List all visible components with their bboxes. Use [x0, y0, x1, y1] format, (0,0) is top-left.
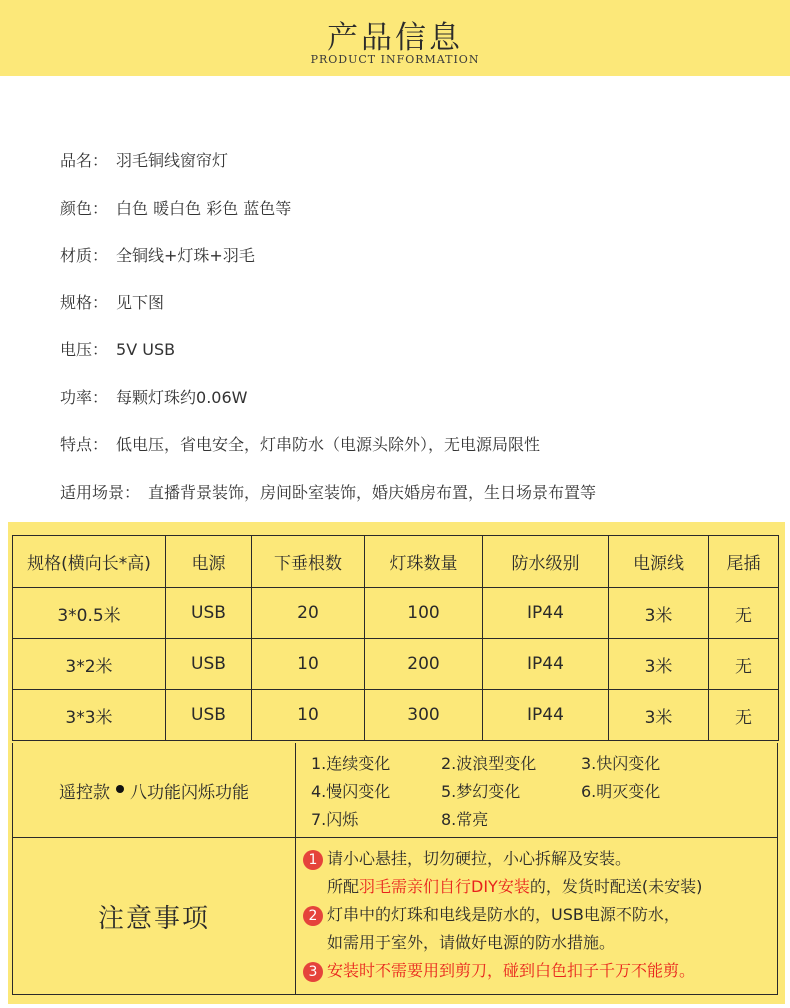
- table-cell: 3*2米: [13, 639, 166, 690]
- table-cell: USB: [166, 588, 252, 639]
- table-header-cell: 电源线: [609, 536, 709, 588]
- notes-list: [297, 838, 777, 994]
- notes-title-cell: [13, 838, 296, 994]
- remote-functions-list: [297, 743, 777, 837]
- spec-label: 规格：: [60, 293, 109, 312]
- table-cell: IP44: [483, 588, 609, 639]
- spec-row-material: [60, 243, 255, 266]
- table-header-cell: 防水级别: [483, 536, 609, 588]
- note-highlight: 羽毛需亲们自行DIY安装: [359, 877, 530, 896]
- spec-table: [12, 535, 779, 741]
- function-item: 1.连续变化: [311, 754, 391, 773]
- note-1: [303, 846, 631, 870]
- spec-value: 每颗灯珠约0.06W: [116, 388, 248, 407]
- spec-value: 低电压，省电安全，灯串防水（电源头除外），无电源局限性: [116, 435, 541, 454]
- function-item: 5.梦幻变化: [441, 782, 521, 801]
- function-item: 2.波浪型变化: [441, 754, 537, 773]
- table-cell: 无: [709, 639, 779, 690]
- spec-label: 电压：: [60, 340, 109, 359]
- spec-label: 功率：: [60, 388, 109, 407]
- table-cell: USB: [166, 639, 252, 690]
- function-item: 6.明灭变化: [581, 782, 661, 801]
- spec-value: 白色 暖白色 彩色 蓝色等: [116, 199, 292, 218]
- note-text: 所配: [327, 877, 360, 896]
- table-cell: USB: [166, 690, 252, 741]
- note-text: 请小心悬挂，切勿硬拉，小心拆解及安装。: [327, 849, 632, 868]
- note-text: 灯串中的灯珠和电线是防水的，USB电源不防水，: [327, 905, 680, 924]
- page-title: 产品信息: [327, 20, 463, 56]
- notes-block: [12, 838, 778, 995]
- spec-label: 颜色：: [60, 199, 109, 218]
- table-cell: 3*3米: [13, 690, 166, 741]
- table-cell: 10: [252, 690, 365, 741]
- number-2-icon: 2: [303, 906, 323, 926]
- table-cell: 3*0.5米: [13, 588, 166, 639]
- remote-functions-block: [12, 743, 778, 838]
- note-text: 如需用于室外，请做好电源的防水措施。: [327, 933, 616, 952]
- table-header-row: [13, 536, 779, 588]
- spec-row-voltage: [60, 337, 175, 360]
- spec-row-name: [60, 148, 228, 171]
- table-cell: 3米: [609, 690, 709, 741]
- header-banner: [0, 0, 790, 76]
- remote-function-count: 八功能闪烁功能: [130, 782, 249, 803]
- table-header-cell: 下垂根数: [252, 536, 365, 588]
- table-row: [13, 690, 779, 741]
- table-header-cell: 规格(横向长*高): [13, 536, 166, 588]
- table-cell: IP44: [483, 639, 609, 690]
- number-1-icon: 1: [303, 850, 323, 870]
- table-cell: 无: [709, 690, 779, 741]
- spec-row-color: [60, 196, 291, 219]
- spec-label: 材质：: [60, 246, 109, 265]
- page-subtitle: PRODUCT INFORMATION: [310, 53, 480, 66]
- remote-label: 遥控款: [59, 782, 110, 803]
- table-header-cell: 尾插: [709, 536, 779, 588]
- notes-title: 注意事项: [97, 903, 210, 934]
- table-cell: 300: [365, 690, 483, 741]
- spec-row-size: [60, 290, 164, 313]
- spec-row-usage: [60, 480, 596, 503]
- spec-row-features: [60, 432, 540, 455]
- table-cell: 3米: [609, 639, 709, 690]
- note-3: [303, 958, 695, 982]
- spec-value: 羽毛铜线窗帘灯: [116, 151, 229, 170]
- spec-value: 见下图: [116, 293, 165, 312]
- table-row: [13, 639, 779, 690]
- function-item: 7.闪烁: [311, 810, 359, 829]
- table-header-cell: 电源: [166, 536, 252, 588]
- table-cell: 无: [709, 588, 779, 639]
- number-3-icon: 3: [303, 962, 323, 982]
- spec-value: 5V USB: [116, 340, 176, 359]
- bullet-icon: [116, 785, 124, 793]
- note-highlight: 安装时不需要用到剪刀，碰到白色扣子千万不能剪。: [327, 961, 696, 980]
- table-cell: 3米: [609, 588, 709, 639]
- spec-row-power: [60, 385, 247, 408]
- function-item: 3.快闪变化: [581, 754, 661, 773]
- table-cell: 200: [365, 639, 483, 690]
- table-cell: 100: [365, 588, 483, 639]
- function-item: 4.慢闪变化: [311, 782, 391, 801]
- note-text: 的，发货时配送(未安装): [529, 877, 703, 896]
- spec-value: 全铜线+灯珠+羽毛: [116, 246, 255, 265]
- spec-label: 特点：: [60, 435, 109, 454]
- spec-value: 直播背景装饰，房间卧室装饰，婚庆婚房布置，生日场景布置等: [148, 483, 597, 502]
- table-cell: IP44: [483, 690, 609, 741]
- note-1-continued: [327, 874, 702, 897]
- spec-label: 品名：: [60, 151, 109, 170]
- note-2: [303, 902, 680, 926]
- function-item: 8.常亮: [441, 810, 489, 829]
- table-row: [13, 588, 779, 639]
- remote-label-cell: [13, 743, 296, 837]
- note-2-continued: [327, 930, 615, 953]
- table-header-cell: 灯珠数量: [365, 536, 483, 588]
- table-cell: 20: [252, 588, 365, 639]
- spec-label: 适用场景：: [60, 483, 141, 502]
- table-cell: 10: [252, 639, 365, 690]
